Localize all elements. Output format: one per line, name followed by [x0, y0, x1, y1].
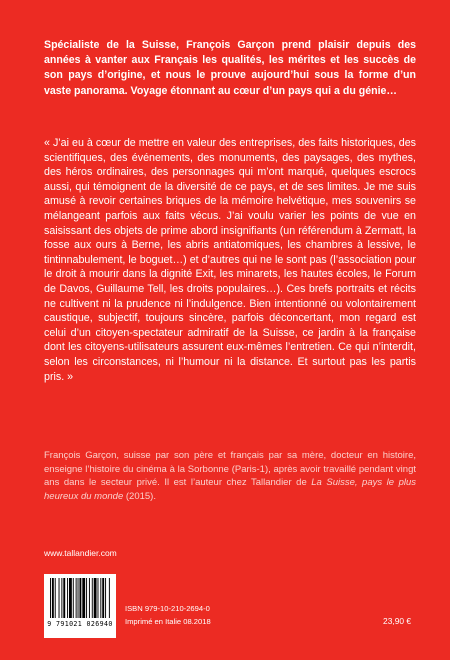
barcode-bar: [78, 578, 79, 618]
barcode-bar: [59, 578, 60, 618]
barcode-bar: [109, 578, 110, 618]
author-bio-end: (2015).: [123, 490, 156, 502]
barcode: [44, 574, 116, 638]
isbn: ISBN 979-10-210-2694-0: [125, 604, 210, 613]
barcode-bar: [76, 578, 77, 618]
barcode-bar: [94, 578, 97, 618]
barcode-bar: [69, 578, 72, 618]
author-bio-text: François Garçon, suisse par son père et français par sa mère, docteur en histoire, enseigne l’histoire du cinéma à la Sorbonne (Paris-1), après avoir travaillé pendant vingt ans dans le secteur privé. Il est l’auteur chez Tallandier de: [44, 450, 416, 489]
barcode-bar: [67, 578, 68, 618]
barcode-bar: [73, 578, 74, 618]
barcode-bar: [89, 578, 90, 618]
barcode-bar: [98, 578, 99, 618]
barcode-bars: [48, 578, 112, 620]
book-title-reference: La Suisse, pays le plus heureux du monde: [44, 477, 417, 502]
barcode-bar: [86, 578, 87, 618]
printed-info: Imprimé en Italie 08.2018: [125, 617, 211, 626]
barcode-bar: [61, 578, 62, 618]
barcode-bar: [55, 578, 56, 618]
barcode-bar: [82, 578, 85, 618]
barcode-bar: [50, 578, 51, 618]
barcode-bar: [92, 578, 93, 618]
price: 23,90 €: [383, 616, 411, 626]
barcode-bar: [105, 578, 106, 618]
barcode-bar: [102, 578, 104, 618]
barcode-bar: [79, 578, 81, 618]
publisher-website: www.tallandier.com: [44, 548, 117, 558]
barcode-bar: [52, 578, 54, 618]
intro-paragraph: Spécialiste de la Suisse, François Garçon prend plaisir depuis des années à vanter aux Français les qualités, les mérites et les succès de son pays d’origine, et nous le prouve aujourd’hui sous la forme d’un vaste panorama. Voyage étonnant au cœur d’un pays qui a du génie…: [44, 39, 416, 97]
author-bio: [44, 449, 416, 503]
barcode-bar: [100, 578, 101, 618]
barcode-bar: [63, 578, 65, 618]
author-quote: « J’ai eu à cœur de mettre en valeur des entreprises, des faits historiques, des scientifiques, des événements, des monuments, des paysages, des mythes, des héros ordinaires, des personnages qui m’ont marqué, quelques escrocs aussi, qui témoignent de la diversité de ce pays, et de ses limites. Je me suis amusé à revoir certaines briques de la mémoire helvétique, mes souvenirs se mélangeant parfois aux faits vécus. J’ai voulu varier les points de vue en saisissant des objets de prime abord insignifiants (un référendum à Zermatt, la fosse aux ours à Berne, les abris antiatomiques, les chambres à lessive, le tintinnabulement, le boguet…) et d’autres qui ne le sont pas (l’association pour le droit à mourir dans la dignité Exit, les minarets, les hautes écoles, le Forum de Davos, Guillaume Tell, les droits populaires…). Ces brefs portraits et récits ne cultivent ni la prudence ni l’indulgence. Bien intentionné ou volontairement caustique, subjectif, toujours sincère, parfois déconcertant, mon regard est celui d’un citoyen-spectateur admiratif de la Suisse, ce jardin à la française dont les citoyens-utilisateurs assurent eux-mêmes l’entretien. Ce qui n’interdit, selon les circonstances, ni l’humour ni la distance. Et surtout pas les partis pris. »: [44, 137, 416, 383]
barcode-digits: 9 791021 026940: [47, 620, 113, 628]
